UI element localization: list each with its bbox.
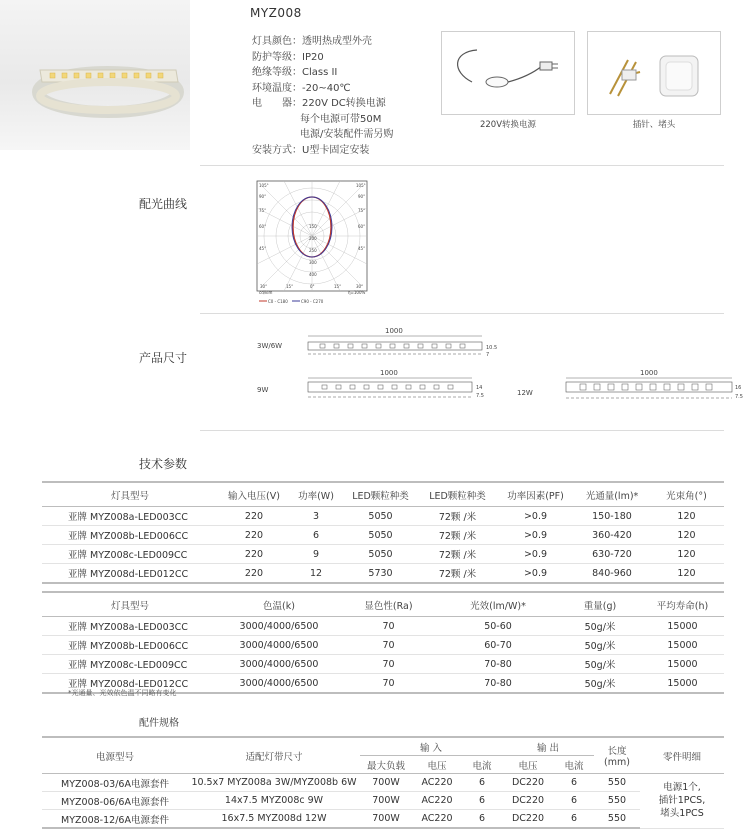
sub-header: 电压	[502, 756, 554, 774]
col-header: 色温(k)	[218, 592, 340, 617]
col-header: 灯具型号	[42, 482, 218, 507]
table-cell: 50g/米	[559, 655, 641, 674]
spec-line: 灯具颜色：透明热成型外壳	[252, 36, 372, 47]
radial-label: 200	[309, 236, 317, 241]
spec-line: 环境温度：-20~40℃	[252, 82, 351, 94]
sub-header: 电压	[412, 756, 462, 774]
table-cell: 6	[462, 774, 502, 792]
tech-params-heading: 技术参数	[139, 457, 188, 471]
table-cell: >0.9	[496, 564, 575, 584]
angle-label: 75°	[259, 208, 267, 213]
table-row	[42, 617, 724, 636]
table-cell: 550	[594, 792, 640, 810]
table-row	[42, 564, 724, 584]
angle-label: 45°	[358, 246, 366, 251]
table-cell: MYZ008-12/6A电源套件	[42, 810, 188, 829]
table-cell: 700W	[360, 774, 412, 792]
divider	[200, 313, 724, 314]
table-cell: 70	[340, 636, 437, 655]
spec-line: 绝缘等级：Class II	[252, 67, 338, 78]
table-cell: 亚牌 MYZ008a-LED003CC	[42, 507, 218, 526]
table-cell: 12	[290, 564, 342, 584]
spec-line: 防护等级：IP20	[252, 51, 324, 63]
spec-line: 每个电源可带50M	[300, 113, 382, 125]
table-cell: 72颗 /米	[419, 507, 496, 526]
strip-b-h2: 7.5	[476, 393, 484, 399]
parts-detail: 电源1个, 插针1PCS, 堵头1PCS	[640, 774, 724, 829]
dimension-drawings	[250, 322, 750, 415]
table-cell: 700W	[360, 810, 412, 829]
product-photo	[0, 0, 190, 150]
angle-label: 15°	[334, 284, 342, 289]
table-cell: 亚牌 MYZ008c-LED009CC	[42, 545, 218, 564]
table-cell: 3000/4000/6500	[218, 617, 340, 636]
polar-diagram	[256, 180, 368, 309]
col-header: 光效(lm/W)*	[437, 592, 559, 617]
sub-header: 最大负载	[360, 756, 412, 774]
strip-a-length: 1000	[385, 327, 403, 335]
angle-label: 90°	[358, 194, 366, 199]
strip-a-h2: 7	[486, 352, 490, 358]
col-header: 平均寿命(h)	[641, 592, 724, 617]
col-header: 输 入	[360, 737, 502, 756]
table-cell: 3000/4000/6500	[218, 655, 340, 674]
footnote: *光通量、光效依色温不同略有变化	[68, 689, 177, 697]
table-cell: 10.5x7 MYZ008a 3W/MYZ008b 6W	[188, 774, 360, 792]
table-cell: 630-720	[575, 545, 649, 564]
table-cell: 60-70	[437, 636, 559, 655]
col-header: 光束角(°)	[649, 482, 724, 507]
angle-label: 45°	[259, 246, 267, 251]
spec-line: 电 器：220V DC转换电源	[252, 98, 386, 109]
table-cell: 5730	[342, 564, 419, 584]
table-cell: 72颗 /米	[419, 526, 496, 545]
table-cell: 15000	[641, 655, 724, 674]
table-cell: 50g/米	[559, 636, 641, 655]
table-cell: 亚牌 MYZ008d-LED012CC	[42, 564, 218, 584]
angle-label: 30°	[356, 284, 364, 289]
col-header: 重量(g)	[559, 592, 641, 617]
table-cell: 亚牌 MYZ008b-LED006CC	[42, 636, 218, 655]
table-cell: 120	[649, 545, 724, 564]
table-cell: >0.9	[496, 545, 575, 564]
radial-label: 400	[309, 272, 317, 277]
col-header: 长度 (mm)	[594, 737, 640, 774]
table-cell: 15000	[641, 617, 724, 636]
table-cell: 150-180	[575, 507, 649, 526]
strip-c-length: 1000	[640, 369, 658, 377]
table-cell: 120	[649, 564, 724, 584]
table-cell: 3000/4000/6500	[218, 674, 340, 694]
table-cell: 360-420	[575, 526, 649, 545]
table-cell: 6	[554, 792, 594, 810]
table-cell: 220	[218, 564, 290, 584]
col-header: LED颗粒种类	[342, 482, 419, 507]
pins-caption: 插针、堵头	[632, 120, 676, 130]
radial-label: 250	[309, 248, 317, 253]
angle-label: 60°	[259, 224, 267, 229]
col-header: LED颗粒种类	[419, 482, 496, 507]
table-cell: 3	[290, 507, 342, 526]
table-row	[42, 507, 724, 526]
table-cell: 6	[554, 774, 594, 792]
table-cell: 5050	[342, 545, 419, 564]
strip-b-h1: 14	[476, 385, 483, 391]
unit-label: cd/klm	[259, 290, 273, 295]
angle-label: 105°	[259, 183, 269, 188]
table-row	[42, 636, 724, 655]
table-cell: AC220	[412, 810, 462, 829]
pins-image	[587, 31, 721, 115]
tech-params-table	[42, 481, 724, 584]
col-header: 适配灯带尺寸	[188, 737, 360, 774]
table-cell: 220	[218, 526, 290, 545]
table-cell: 亚牌 MYZ008a-LED003CC	[42, 617, 218, 636]
table-cell: 72颗 /米	[419, 545, 496, 564]
table-cell: 16x7.5 MYZ008d 12W	[188, 810, 360, 829]
legend-c90: C90 - C270	[301, 299, 324, 304]
strip-a-h1: 10.5	[486, 345, 498, 351]
angle-label: 15°	[286, 284, 294, 289]
col-header: 功率因素(PF)	[496, 482, 575, 507]
col-header: 显色性(Ra)	[340, 592, 437, 617]
col-header: 输入电压(V)	[218, 482, 290, 507]
legend-c0: C0 - C180	[268, 299, 288, 304]
table-cell: >0.9	[496, 507, 575, 526]
table-cell: 亚牌 MYZ008c-LED009CC	[42, 655, 218, 674]
angle-label: 60°	[358, 224, 366, 229]
sub-header: 电流	[462, 756, 502, 774]
table-cell: 550	[594, 810, 640, 829]
table-cell: 50g/米	[559, 674, 641, 694]
table-row	[42, 526, 724, 545]
table-cell: 6	[554, 810, 594, 829]
table-cell: AC220	[412, 774, 462, 792]
table-row	[42, 545, 724, 564]
table-cell: 15000	[641, 636, 724, 655]
radial-label: 150	[309, 224, 317, 229]
angle-label: 0°	[310, 284, 315, 289]
table-cell: 亚牌 MYZ008b-LED006CC	[42, 526, 218, 545]
table-row	[42, 810, 724, 829]
table-cell: 70-80	[437, 674, 559, 694]
parts-table	[42, 736, 724, 829]
table-cell: 15000	[641, 674, 724, 694]
parts-heading: 配件规格	[139, 718, 179, 729]
table-cell: 14x7.5 MYZ008c 9W	[188, 792, 360, 810]
light-curve-heading: 配光曲线	[139, 197, 188, 211]
table-row	[42, 792, 724, 810]
table-cell: 50-60	[437, 617, 559, 636]
col-header: 零件明细	[640, 737, 724, 774]
ratio-label: η=100%	[348, 290, 366, 295]
strip-c-label: 12W	[517, 389, 533, 397]
angle-label: 30°	[260, 284, 268, 289]
angle-label: 105°	[356, 183, 366, 188]
table-cell: 亚牌 MYZ008d-LED012CC	[42, 674, 218, 694]
col-header: 输 出	[502, 737, 594, 756]
table-cell: 6	[462, 792, 502, 810]
divider	[200, 430, 724, 431]
table-cell: 220	[218, 507, 290, 526]
table-cell: 70-80	[437, 655, 559, 674]
performance-table	[42, 591, 724, 694]
model-title: MYZ008	[250, 6, 302, 20]
table-cell: 120	[649, 507, 724, 526]
table-row	[42, 655, 724, 674]
table-cell: 9	[290, 545, 342, 564]
table-cell: 70	[340, 655, 437, 674]
dimensions-heading: 产品尺寸	[139, 351, 188, 365]
table-cell: 72颗 /米	[419, 564, 496, 584]
table-cell: 120	[649, 526, 724, 545]
spec-line: 安装方式：U型卡固定安装	[252, 144, 370, 156]
table-cell: 700W	[360, 792, 412, 810]
radial-label: 300	[309, 260, 317, 265]
col-header: 光通量(lm)*	[575, 482, 649, 507]
table-cell: 50g/米	[559, 617, 641, 636]
strip-a-label: 3W/6W	[257, 342, 283, 350]
power-supply-image	[441, 31, 575, 115]
table-cell: 5050	[342, 507, 419, 526]
table-cell: 70	[340, 617, 437, 636]
col-header: 功率(W)	[290, 482, 342, 507]
table-cell: MYZ008-06/6A电源套件	[42, 792, 188, 810]
angle-label: 90°	[259, 194, 267, 199]
table-row	[42, 774, 724, 792]
table-cell: 220	[218, 545, 290, 564]
strip-b-label: 9W	[257, 386, 269, 394]
table-cell: 3000/4000/6500	[218, 636, 340, 655]
strip-c-h1: 16	[735, 385, 742, 391]
table-cell: AC220	[412, 792, 462, 810]
table-cell: MYZ008-03/6A电源套件	[42, 774, 188, 792]
table-cell: 840-960	[575, 564, 649, 584]
col-header: 电源型号	[42, 737, 188, 774]
table-cell: DC220	[502, 792, 554, 810]
table-cell: 5050	[342, 526, 419, 545]
table-cell: 6	[290, 526, 342, 545]
strip-c-h2: 7.5	[735, 394, 743, 400]
spec-line: 电源/安装配件需另购	[300, 129, 394, 140]
angle-label: 75°	[358, 208, 366, 213]
divider	[200, 165, 724, 166]
table-cell: 70	[340, 674, 437, 694]
table-cell: 6	[462, 810, 502, 829]
col-header: 灯具型号	[42, 592, 218, 617]
table-cell: DC220	[502, 810, 554, 829]
table-cell: DC220	[502, 774, 554, 792]
sub-header: 电流	[554, 756, 594, 774]
table-cell: 550	[594, 774, 640, 792]
strip-b-length: 1000	[380, 369, 398, 377]
table-cell: >0.9	[496, 526, 575, 545]
power-supply-caption: 220V转换电源	[479, 120, 537, 130]
spec-list	[252, 34, 393, 158]
